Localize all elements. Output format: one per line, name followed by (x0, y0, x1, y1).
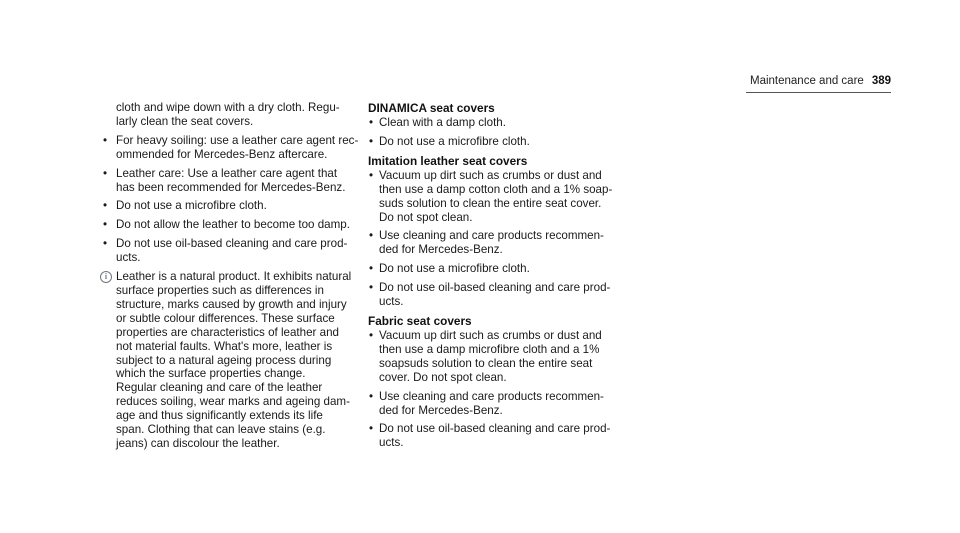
text-line: Leather care: Use a leather care agent that (116, 166, 338, 180)
list-item (100, 199, 355, 213)
list-item (368, 422, 626, 450)
bullet-icon: • (369, 168, 374, 182)
bullet-icon: • (369, 281, 374, 295)
text-line: soapsuds solution to clean the entire seat (379, 356, 593, 370)
page-header (591, 75, 891, 91)
list-item (368, 116, 626, 130)
list-item (100, 218, 355, 232)
info-note (100, 270, 355, 451)
text-line: Do not use oil-based cleaning and care prod- (379, 281, 611, 295)
text-line: Do not use a microfibre cloth. (379, 262, 530, 276)
bullet-icon: • (103, 133, 108, 147)
text-line: Do not use a microfibre cloth. (116, 199, 267, 213)
text-line: suds solution to clean the entire seat cover. (379, 196, 602, 210)
text-line: reduces soiling, wear marks and ageing dam- (116, 395, 350, 409)
text-line: then use a damp microfibre cloth and a 1% (379, 342, 600, 356)
text-line: subject to a natural ageing process during (116, 353, 332, 367)
list-item (100, 237, 355, 265)
text-line: ucts. (379, 295, 404, 309)
text-line: Clean with a damp cloth. (379, 116, 506, 129)
list-item (100, 133, 359, 162)
section-heading: Imitation leather seat covers (368, 153, 528, 168)
left-bullet-list (100, 133, 359, 265)
header-divider (746, 92, 891, 93)
text-line: Leather is a natural product. It exhibits natural (116, 270, 352, 284)
text-line: jeans) can discolour the leather. (116, 436, 280, 450)
list-item (368, 390, 626, 418)
text-line: not material faults. What's more, leather is (116, 339, 333, 353)
text-line: then use a damp cotton cloth and a 1% soap- (379, 182, 613, 196)
text-line: cover. Do not spot clean. (379, 370, 507, 384)
bullet-icon: • (103, 199, 108, 213)
text-line: Do not use oil-based cleaning and care prod- (379, 422, 611, 436)
text-line: larly clean the seat covers. (116, 114, 254, 128)
text-line: structure, marks caused by growth and injury (116, 297, 347, 311)
list-item (368, 329, 626, 385)
text-line: Use cleaning and care products recommen- (379, 389, 604, 403)
list-item (368, 229, 626, 257)
text-line: properties are characteristics of leather and (116, 325, 339, 339)
text-line: which the surface properties change. (116, 367, 306, 381)
list-item (368, 281, 626, 309)
section-bullet-list (368, 329, 626, 450)
text-line: Do not use oil-based cleaning and care prod- (116, 237, 348, 251)
section-heading: DINAMICA seat covers (368, 101, 495, 115)
bullet-icon: • (103, 166, 108, 180)
text-line: For heavy soiling: use a leather care agent rec- (116, 133, 359, 147)
text-line: Regular cleaning and care of the leather (116, 381, 323, 395)
text-line: surface properties such as differences in (116, 283, 324, 297)
list-item (368, 169, 626, 225)
list-item (100, 167, 355, 195)
text-line: Use cleaning and care products recommen- (379, 229, 604, 243)
text-line: ded for Mercedes-Benz. (379, 243, 503, 257)
bullet-icon: • (369, 328, 374, 342)
list-item (368, 135, 626, 149)
text-line: Vacuum up dirt such as crumbs or dust and (379, 168, 602, 182)
text-line: cloth and wipe down with a dry cloth. Regu- (116, 101, 340, 114)
right-column (368, 101, 626, 455)
section-bullet-list (368, 169, 626, 309)
text-line: span. Clothing that can leave stains (e.g. (116, 423, 326, 437)
section-title: Maintenance and care (750, 75, 864, 87)
bullet-icon: • (103, 218, 108, 232)
bullet-icon: • (103, 237, 108, 251)
list-item (368, 262, 626, 276)
section-bullet-list (368, 116, 626, 149)
intro-paragraph (116, 101, 355, 129)
text-line: ucts. (116, 251, 141, 265)
text-line: ommended for Mercedes-Benz aftercare. (116, 147, 328, 161)
bullet-icon: • (369, 116, 374, 129)
bullet-icon: • (369, 389, 374, 403)
bullet-icon: • (369, 229, 374, 243)
text-line: or subtle colour differences. These surface (116, 311, 335, 325)
text-line: Do not spot clean. (379, 210, 473, 224)
text-line: age and thus significantly extends its life (116, 409, 323, 423)
text-line: ded for Mercedes-Benz. (379, 403, 503, 417)
bullet-icon: • (369, 422, 374, 436)
text-line: has been recommended for Mercedes-Benz. (116, 180, 346, 194)
left-column (100, 101, 359, 451)
info-icon: i (100, 271, 112, 283)
page-number: 389 (871, 75, 891, 87)
section-heading: Fabric seat covers (368, 313, 472, 328)
text-line: ucts. (379, 436, 404, 450)
text-line: Do not use a microfibre cloth. (379, 134, 530, 148)
text-line: Vacuum up dirt such as crumbs or dust and (379, 328, 602, 342)
bullet-icon: • (369, 262, 374, 276)
text-line: Do not allow the leather to become too damp. (116, 218, 350, 232)
bullet-icon: • (369, 134, 374, 148)
